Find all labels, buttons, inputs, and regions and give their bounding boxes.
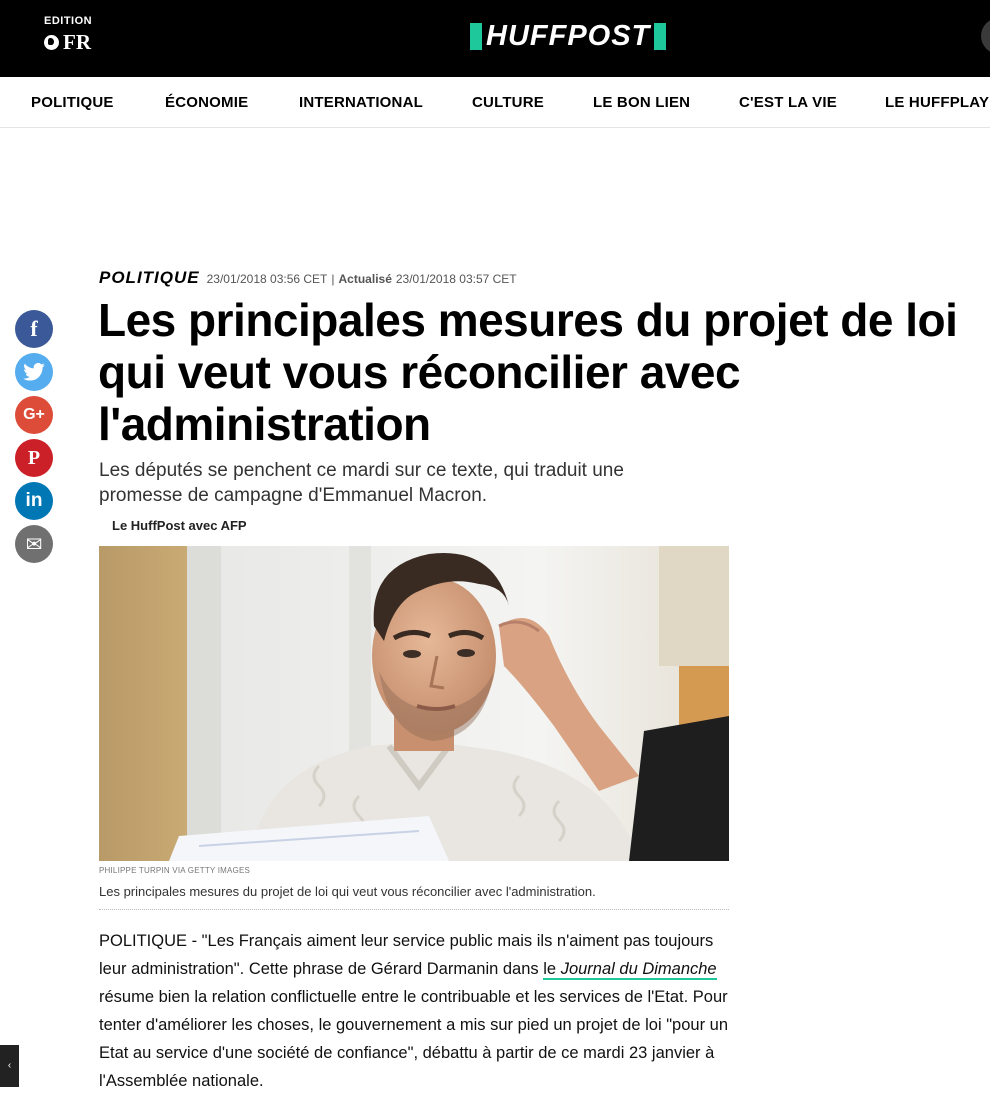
meta-separator: |	[331, 272, 335, 286]
google-plus-icon: G+	[23, 406, 45, 423]
article-meta	[99, 268, 517, 288]
email-icon: ✉	[25, 533, 43, 556]
logo-text: HUFFPOST	[486, 20, 651, 52]
nav-item-cest-la-vie[interactable]: C'EST LA VIE	[739, 94, 837, 111]
twitter-icon	[23, 363, 45, 381]
article-byline: Le HuffPost avec AFP	[112, 518, 247, 533]
globe-icon	[44, 35, 59, 50]
search-button[interactable]	[981, 18, 990, 54]
published-timestamp: 23/01/2018 03:56 CET	[206, 272, 328, 286]
google-plus-share-button[interactable]	[15, 396, 53, 434]
edition-selector[interactable]	[44, 15, 92, 55]
nav-item-economie[interactable]: ÉCONOMIE	[165, 94, 249, 111]
nav-item-culture[interactable]: CULTURE	[472, 94, 544, 111]
corner-widget[interactable]: ‹	[0, 1045, 19, 1087]
caption-divider	[99, 909, 729, 910]
linkedin-share-button[interactable]	[15, 482, 53, 520]
twitter-share-button[interactable]	[15, 353, 53, 391]
nav-item-politique[interactable]: POLITIQUE	[31, 94, 114, 111]
edition-code: FR	[63, 30, 91, 54]
updated-label: Actualisé	[338, 272, 392, 286]
huffpost-logo[interactable]	[470, 20, 666, 52]
email-share-button[interactable]	[15, 525, 53, 563]
top-bar	[0, 0, 990, 77]
facebook-share-button[interactable]	[15, 310, 53, 348]
body-text-end: résume bien la relation conflictuelle entre le contribuable et les services de l'Etat. Pour tenter d'améliorer les choses, le gouvernement a mis sur pied un projet de loi "pour un Etat au service d'une société de confiance", débattu à partir de ce mardi 23 janvier à l'Assemblée nationale.	[99, 988, 729, 1090]
article-body	[99, 927, 739, 1095]
hero-image	[99, 546, 729, 861]
body-text-start: POLITIQUE - "Les Français aiment leur service public mais ils n'aiment pas toujours leur administration". Cette phrase de Gérard Darmanin dans	[99, 932, 714, 978]
image-credit: PHILIPPE TURPIN VIA GETTY IMAGES	[99, 866, 251, 875]
updated-timestamp: 23/01/2018 03:57 CET	[395, 272, 517, 286]
link-title: Journal du Dimanche	[560, 960, 717, 978]
section-label[interactable]: POLITIQUE	[99, 268, 200, 287]
link-prefix: le	[543, 960, 561, 978]
journal-du-dimanche-link[interactable]	[543, 960, 716, 980]
nav-item-international[interactable]: INTERNATIONAL	[299, 94, 423, 111]
pinterest-share-button[interactable]	[15, 439, 53, 477]
pinterest-icon: P	[27, 446, 41, 469]
image-caption: Les principales mesures du projet de loi qui veut vous réconcilier avec l'administration.	[99, 884, 596, 899]
logo-bar-left	[470, 23, 482, 50]
facebook-icon: f	[30, 316, 38, 341]
nav-item-le-huffplay[interactable]: LE HUFFPLAY	[885, 94, 990, 111]
logo-bar-right	[654, 23, 666, 50]
linkedin-icon: in	[25, 490, 43, 511]
article-headline: Les principales mesures du projet de loi qui veut vous réconcilier avec l'administration	[98, 294, 958, 450]
edition-label: EDITION	[44, 15, 93, 27]
article-dek: Les députés se penchent ce mardi sur ce texte, qui traduit une promesse de campagne d'Emmanuel Macron.	[99, 460, 624, 506]
main-nav	[0, 77, 990, 128]
nav-item-le-bon-lien[interactable]: LE BON LIEN	[593, 94, 691, 111]
